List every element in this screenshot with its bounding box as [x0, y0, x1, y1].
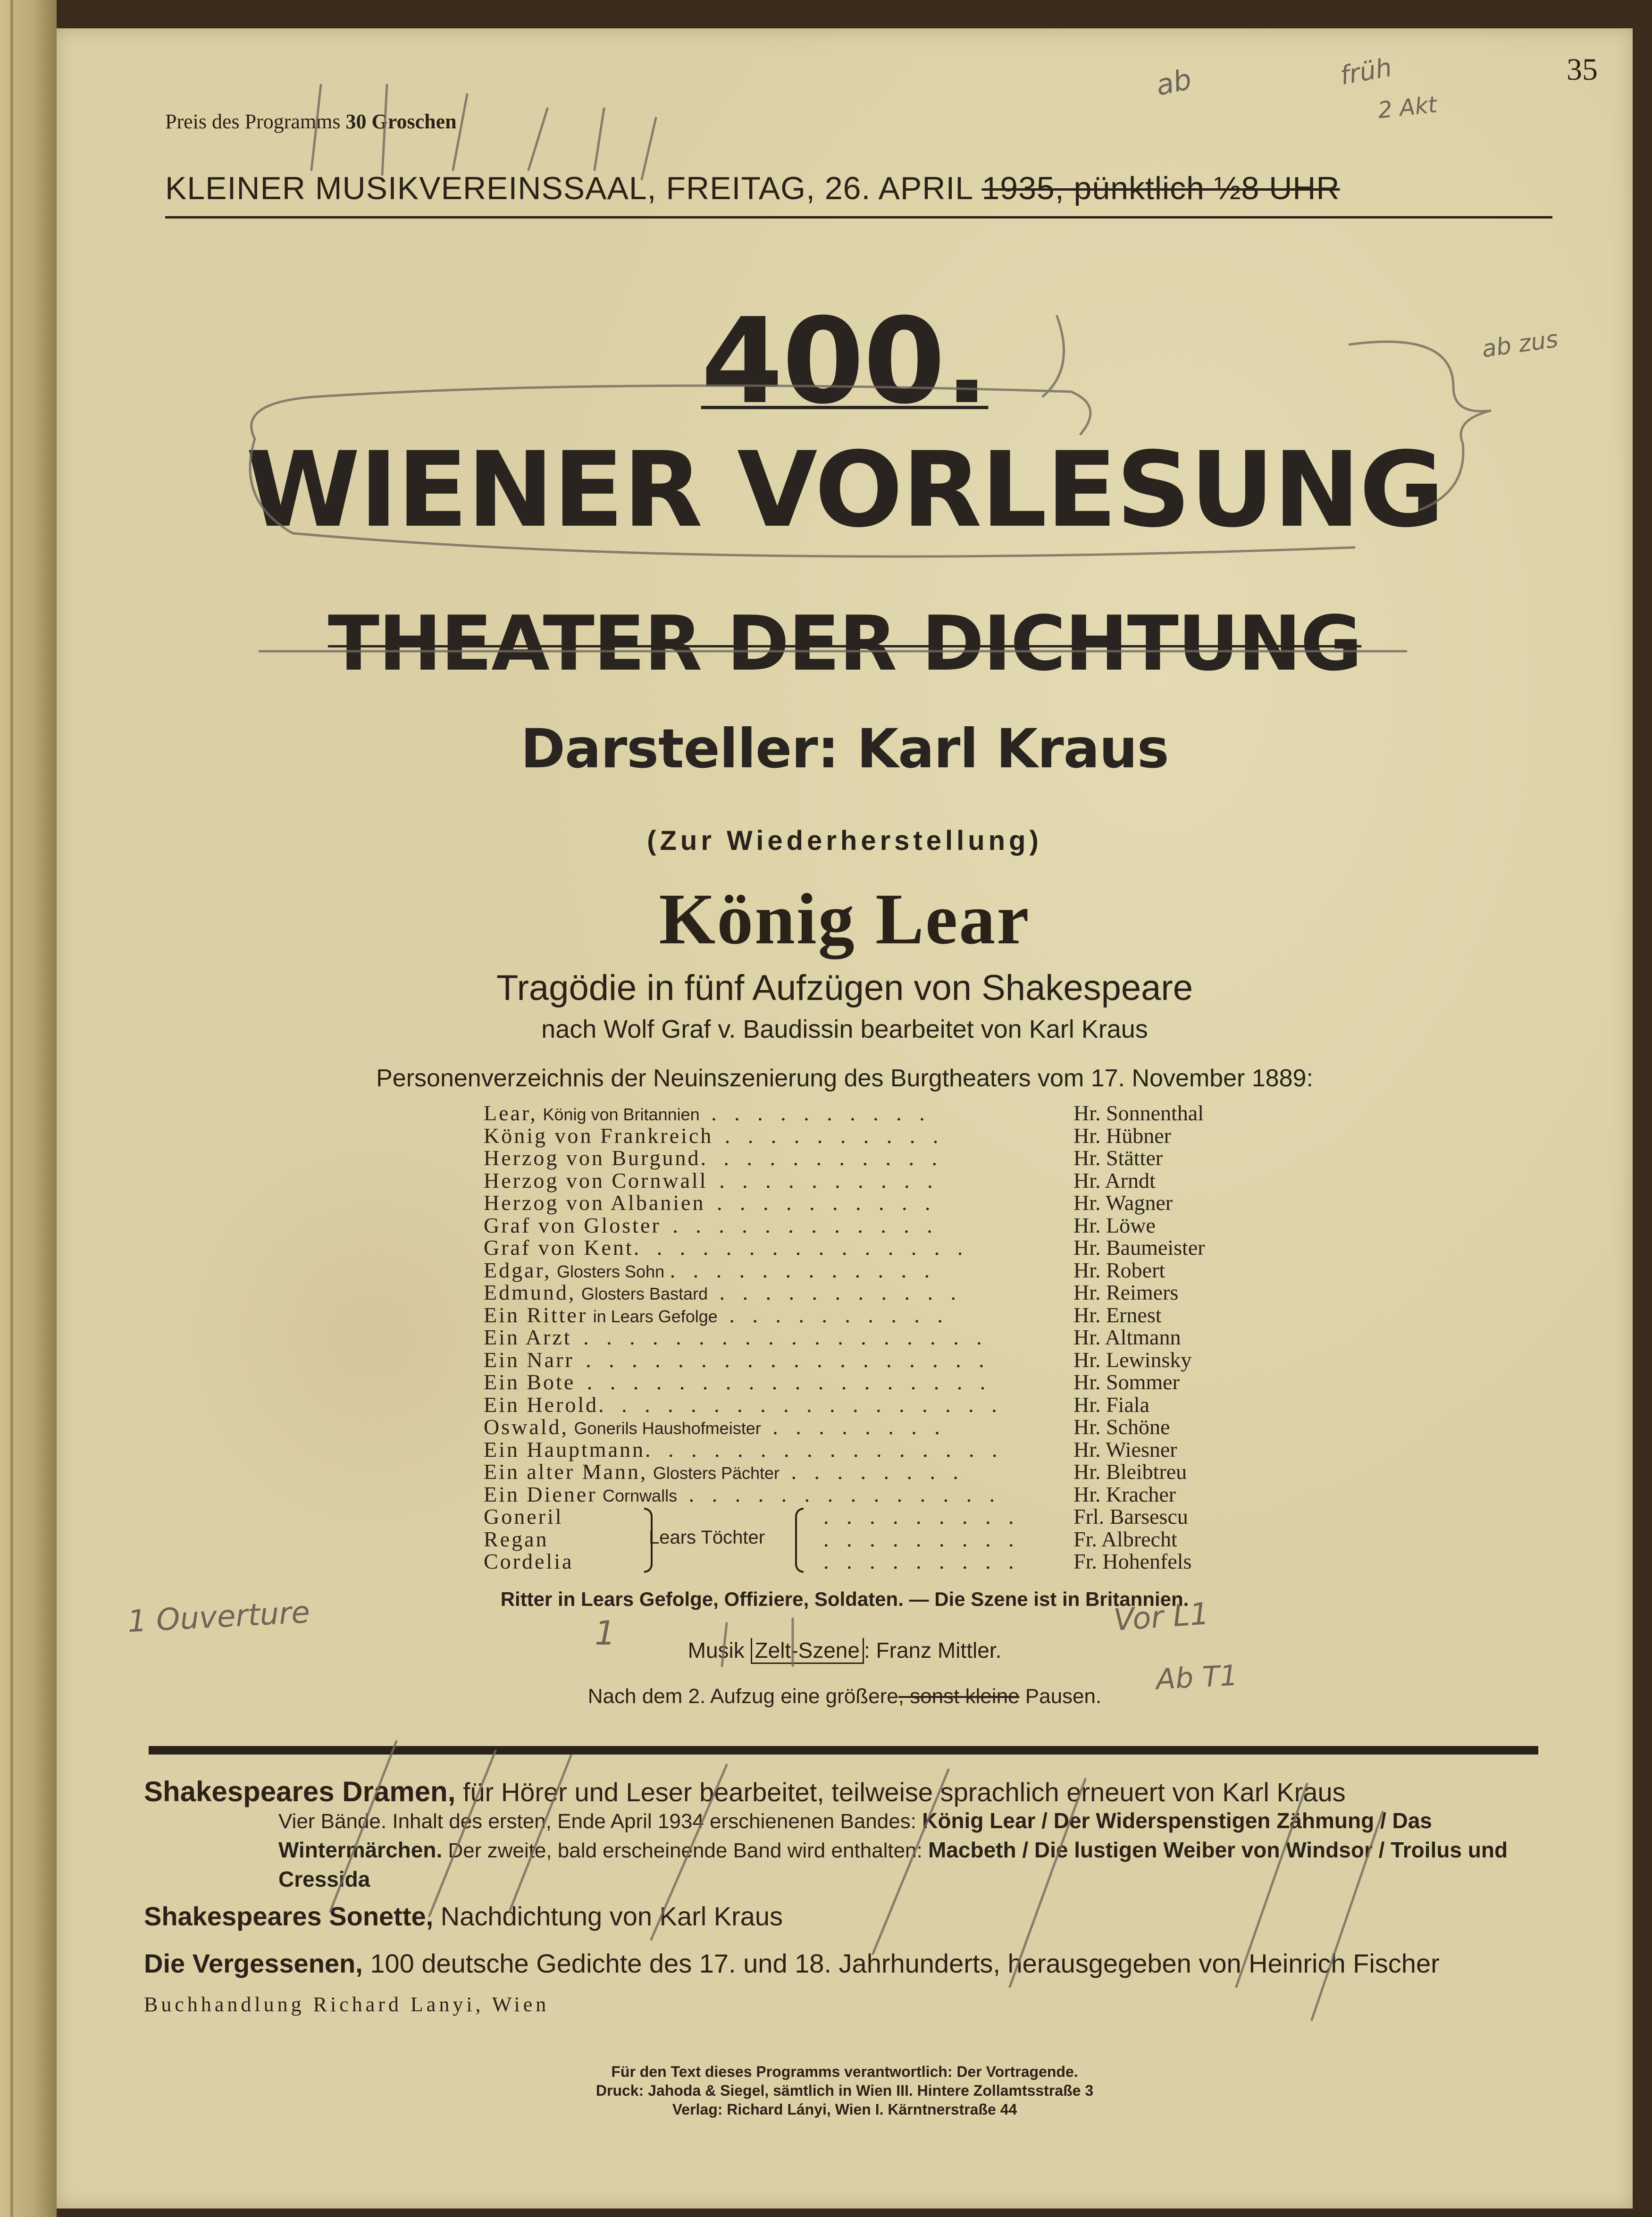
ad-vergessenen: Die Vergessenen, 100 deutsche Gedichte des 17. und 18. Jahrhunderts, herausgegeben von Heinrich Fischer [144, 1948, 1440, 1978]
pause-struck: , sonst kleine [898, 1685, 1020, 1708]
binding-edge [0, 0, 57, 2217]
extras-note: Ritter in Lears Gefolge, Offiziere, Soldaten. — Die Szene ist in Britannien. [500, 1588, 1189, 1610]
ad-dramen-text: für Hörer und Leser bearbeitet, teilweise sprachlich erneuert von Karl Kraus [462, 1777, 1346, 1807]
music-suffix: : Franz Mittler. [864, 1638, 1002, 1663]
pencil-note-frueh: früh [1338, 52, 1394, 91]
play-title: König Lear [659, 879, 1031, 959]
ad-dramen-detail: Vier Bände. Inhalt des ersten, Ende April 1934 erschienenen Bandes: König Lear / Der Widerspenstigen Zähmung / Das Wintermärchen. Der zweite, bald erscheinende Band wird enthalten: Macbeth / Die lustigen Weiber von Windsor / Troilus und Cressida [278, 1808, 1508, 1891]
imprint: Für den Text dieses Programms verantwortlich: Der Vortragende. Druck: Jahoda & Siegel, sämtlich in Wien III. Hintere Zollamtsstraße 3 Verlag: Richard Lányi, Wien I. Kärntnerstraße 44 [595, 2063, 1094, 2118]
cast-row: König von Frankreich . . . . . . . . . . Hr. Hübner [484, 1123, 1171, 1148]
lecture-title: WIENER VORLESUNG [245, 429, 1444, 550]
cast-row: Ein alter Mann, Glosters Pächter . . . . . . . . Hr. Bleibtreu [484, 1460, 1187, 1484]
revival-note: (Zur Wiederherstellung) [647, 825, 1042, 856]
venue-text: KLEINER MUSIKVEREINSSAAL, FREITAG, 26. APRIL [165, 170, 973, 206]
cast-row: Edmund, Glosters Bastard . . . . . . . . . . . Hr. Reimers [484, 1280, 1179, 1304]
cast-row: Ein Ritter in Lears Gefolge . . . . . . . . . . Hr. Ernest [484, 1302, 1162, 1327]
performer-line: Darsteller: Karl Kraus [520, 717, 1169, 780]
play-adaptation: nach Wolf Graf v. Baudissin bearbeitet von Karl Kraus [541, 1015, 1148, 1043]
pencil-note-bracket: ab zus [1480, 325, 1560, 363]
cast-row: Ein Herold. . . . . . . . . . . . . . . . . . Hr. Fiala [484, 1392, 1149, 1417]
cast-row: Herzog von Albanien . . . . . . . . . . Hr. Wagner [484, 1191, 1173, 1215]
music-prefix: Musik [688, 1638, 745, 1663]
venue-struck-text: 1935, pünktlich ½8 UHR [981, 170, 1340, 206]
cast-row: Cordelia . . . . . . . . . Fr. Hohenfels [484, 1549, 1192, 1573]
ad-dramen-title: Shakespeares Dramen, [144, 1776, 456, 1807]
cast-row: Herzog von Burgund. . . . . . . . . . . Hr. Stätter [484, 1146, 1163, 1170]
pause-prefix: Nach dem 2. Aufzug eine größere [587, 1685, 898, 1708]
cast-row: Goneril . . . . . . . . . Frl. Barsescu [484, 1504, 1188, 1528]
pause-suffix: Pausen. [1025, 1685, 1102, 1708]
cast-row: Ein Arzt . . . . . . . . . . . . . . . . . . Hr. Altmann [484, 1325, 1181, 1349]
pencil-note-vor: Vor L1 [1112, 1596, 1210, 1638]
program-page [57, 28, 1633, 2209]
cast-row: Ein Narr . . . . . . . . . . . . . . . . . . Hr. Lewinsky [484, 1347, 1192, 1372]
bookshop-line: Buchhandlung Richard Lanyi, Wien [144, 1993, 550, 2016]
pencil-note-overture: 1 Ouverture [126, 1595, 311, 1640]
pencil-marks [57, 28, 1633, 2209]
daughters-label: Lears Töchter [649, 1527, 765, 1548]
play-subtitle: Tragödie in fünf Aufzügen von Shakespeare [496, 968, 1193, 1008]
ad-sonette: Shakespeares Sonette, Nachdichtung von Karl Kraus [144, 1901, 783, 1931]
pencil-note-akt: 2 Akt [1376, 91, 1438, 124]
price-value: 30 Groschen [345, 110, 457, 133]
cast-row: Ein Hauptmann. . . . . . . . . . . . . . . . Hr. Wiesner [484, 1437, 1177, 1461]
theater-title: THEATER DER DICHTUNG [327, 599, 1362, 688]
pencil-note-ab-t1: Ab T1 [1155, 1659, 1239, 1696]
folio-number: 35 [1567, 52, 1598, 87]
cast-row: Herzog von Cornwall . . . . . . . . . . Hr. Arndt [484, 1168, 1156, 1192]
cast-row: Regan . . . . . . . . . Fr. Albrecht [484, 1527, 1177, 1551]
cast-row: Ein Bote . . . . . . . . . . . . . . . . . . Hr. Sommer [484, 1370, 1180, 1394]
music-boxed: Zelt-Szene [751, 1638, 864, 1664]
cast-row: Ein Diener Cornwalls . . . . . . . . . . . . . . Hr. Kracher [484, 1482, 1176, 1506]
cast-row: Graf von Gloster . . . . . . . . . . . . Hr. Löwe [484, 1213, 1156, 1237]
price-prefix: Preis des Programms [165, 110, 341, 133]
cast-row: Oswald, Gonerils Haushofmeister . . . . . . . . Hr. Schöne [484, 1415, 1170, 1439]
cast-row: Graf von Kent. . . . . . . . . . . . . . . Hr. Baumeister [484, 1235, 1205, 1260]
pencil-note-music-mark: 1 [595, 1614, 616, 1653]
cast-row: Edgar, Glosters Sohn . . . . . . . . . . . . Hr. Robert [484, 1258, 1166, 1282]
cast-heading: Personenverzeichnis der Neuinszenierung des Burgtheaters vom 17. November 1889: [376, 1065, 1313, 1092]
cast-row: Lear, König von Britannien . . . . . . . . . . Hr. Sonnenthal [484, 1101, 1204, 1125]
lecture-number: 400. [701, 293, 989, 430]
pencil-note-ab: ab [1153, 62, 1195, 103]
